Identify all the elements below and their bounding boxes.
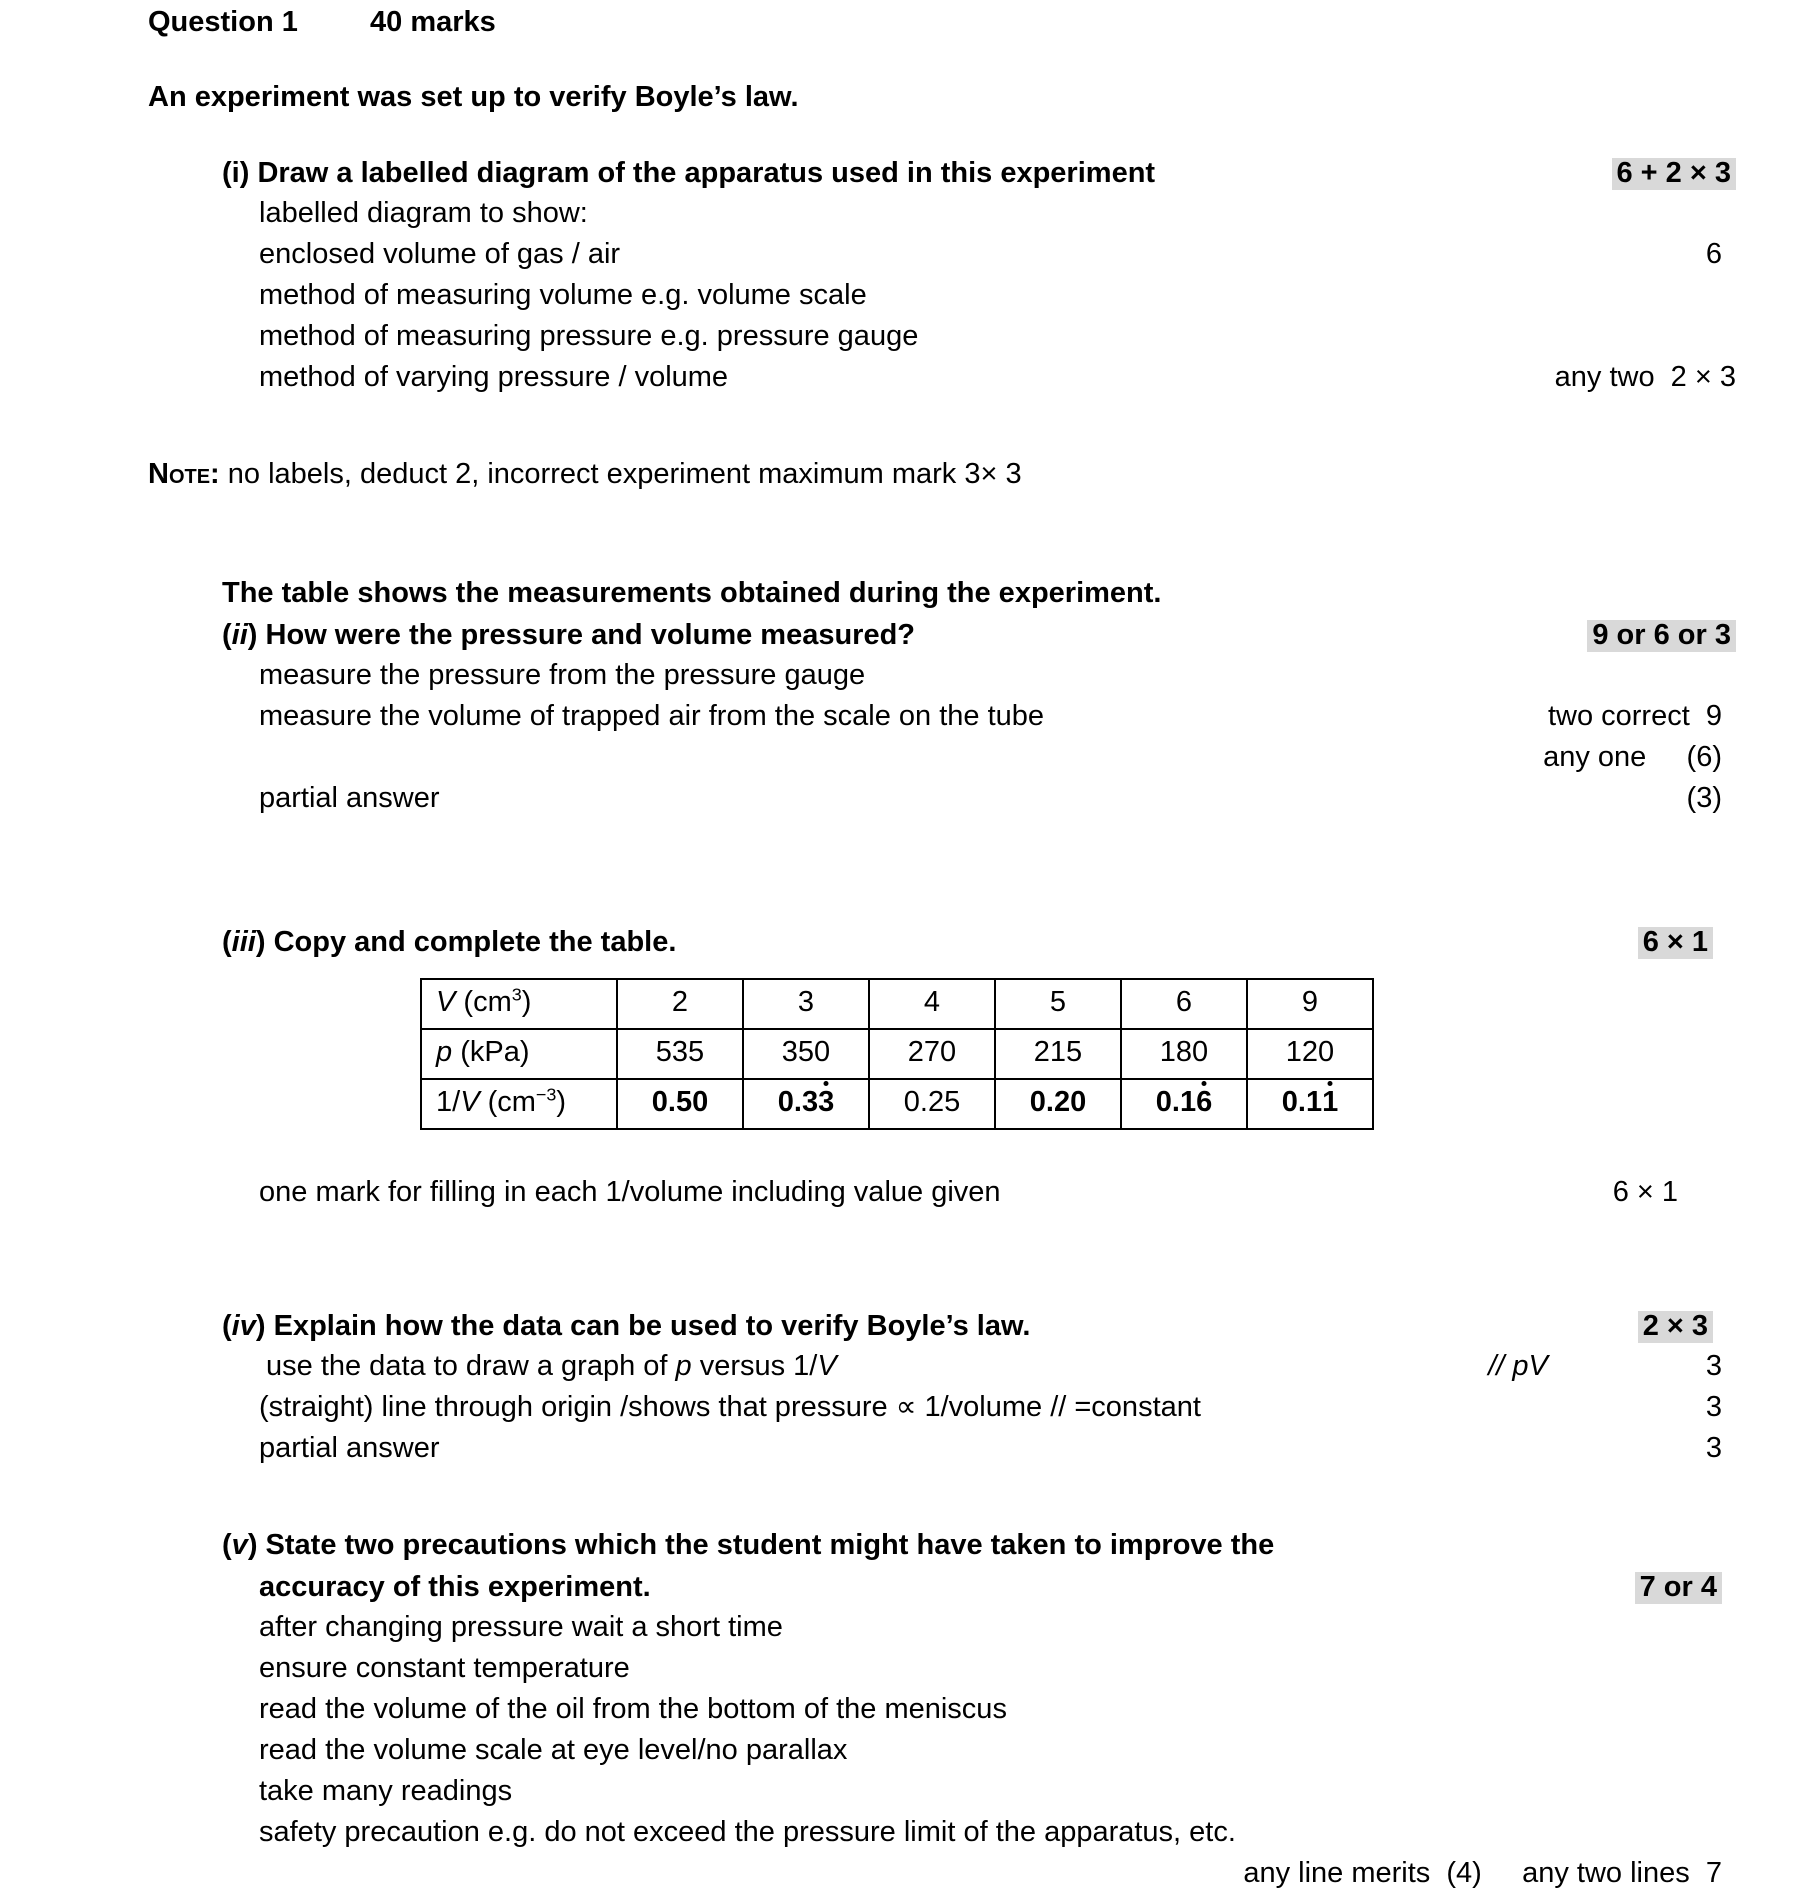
part-iii-prompt: Copy and complete the table. — [273, 926, 677, 958]
table-cell: 3 — [743, 979, 869, 1029]
answer-text: ensure constant temperature — [259, 1652, 630, 1684]
part-v-footer-row — [259, 1859, 1818, 1900]
row-header-volume: V $(cm^3)$ — [421, 979, 617, 1029]
part-ii-line-1 — [259, 702, 1818, 743]
answer-mark: 3 — [1705, 1432, 1722, 1464]
table-cell: 0.11 — [1247, 1079, 1373, 1129]
part-v-marks-chip: 7 or 4 — [1635, 1572, 1722, 1604]
table-cell: 9 — [1247, 979, 1373, 1029]
note-label: Note: — [148, 458, 220, 490]
table-cell: 0.33 — [743, 1079, 869, 1129]
part-i-line-1 — [259, 240, 1818, 281]
part-iv-prompt: Explain how the data can be used to verify Boyle’s law. — [273, 1310, 1031, 1342]
part-i-note-row — [148, 460, 1818, 501]
part-iii-heading-row — [222, 927, 1818, 968]
table-cell: 270 — [869, 1029, 995, 1079]
table-cell: 2 — [617, 979, 743, 1029]
part-iv-line-1 — [259, 1393, 1818, 1434]
part-iii-footnote-row — [259, 1178, 1818, 1219]
answer-mark: 3 — [1705, 1350, 1722, 1382]
table-cell: 0.50 — [617, 1079, 743, 1129]
part-iv-number: (iv) — [222, 1310, 266, 1342]
measurements-table — [420, 978, 1374, 1130]
part-ii-marks-chip: 9 or 6 or 3 — [1587, 620, 1736, 652]
part-v-line-4 — [259, 1777, 1818, 1818]
answer-text: method of measuring volume e.g. volume scale — [259, 279, 867, 311]
part-v-prompt-line2: accuracy of this experiment. — [259, 1571, 651, 1603]
answer-mark: any one (6) — [1543, 741, 1722, 773]
part-i-marks-chip: 6 + 2 × 3 — [1612, 158, 1737, 190]
part-i-line-4 — [259, 363, 1818, 404]
part-v-line-3 — [259, 1736, 1818, 1777]
note-text: no labels, deduct 2, incorrect experiment maximum mark 3× 3 — [227, 458, 1022, 490]
spacer — [0, 124, 1818, 158]
table-cell: 0.25 — [869, 1079, 995, 1129]
recurring-decimal-digit: 6 — [1196, 1086, 1213, 1118]
part-v-line-2 — [259, 1695, 1818, 1736]
answer-text: measure the pressure from the pressure gauge — [259, 659, 866, 691]
part-ii-heading-row — [222, 620, 1818, 661]
part-iv-marks-chip: 2 × 3 — [1638, 1311, 1713, 1343]
answer-text: read the volume of the oil from the bottom of the meniscus — [259, 1693, 1007, 1725]
table-row — [421, 1029, 1373, 1079]
table-cell: 350 — [743, 1029, 869, 1079]
part-iii-footnote-mark: 6 × 1 — [1612, 1176, 1678, 1208]
question-intro-text: An experiment was set up to verify Boyle’s law. — [148, 81, 799, 113]
row-header-inverse-volume: 1/V $(cm^{-3})$ — [421, 1079, 617, 1129]
part-v-line-5 — [259, 1818, 1818, 1859]
spacer — [0, 1130, 1818, 1178]
table-cell: 6 — [1121, 979, 1247, 1029]
part-iv-line-2 — [259, 1434, 1818, 1475]
spacer — [0, 1219, 1818, 1311]
question-label: Question 1 — [148, 6, 298, 38]
part-v-line-0 — [259, 1613, 1818, 1654]
answer-text: take many readings — [259, 1775, 513, 1807]
row-header-pressure: p (kPa) — [421, 1029, 617, 1079]
answer-text: safety precaution e.g. do not exceed the pressure limit of the apparatus, etc. — [259, 1816, 1236, 1848]
answer-text: use the data to draw a graph of p versus 1/V — [266, 1350, 837, 1382]
part-iv-heading-row — [222, 1311, 1818, 1352]
part-iii-marks-chip: 6 × 1 — [1638, 927, 1713, 959]
answer-text: partial answer — [259, 1432, 440, 1464]
answer-text: after changing pressure wait a short time — [259, 1611, 783, 1643]
recurring-decimal-digit: 1 — [1322, 1086, 1339, 1118]
answer-mark: two correct 9 — [1547, 700, 1722, 732]
spacer — [0, 404, 1818, 460]
part-v-heading-row-2 — [259, 1572, 1818, 1613]
part-iii-footnote: one mark for filling in each 1/volume including value given — [259, 1176, 1001, 1208]
table-cell: 535 — [617, 1029, 743, 1079]
part-i-line-3 — [259, 322, 1818, 363]
question-total-marks: 40 marks — [370, 6, 496, 38]
question-header — [148, 8, 1818, 49]
table-cell: 215 — [995, 1029, 1121, 1079]
part-i-line-0 — [259, 199, 1818, 240]
part-i-prompt: Draw a labelled diagram of the apparatus used in this experiment — [257, 157, 1156, 189]
answer-text: enclosed volume of gas / air — [259, 238, 621, 270]
table-cell: 120 — [1247, 1029, 1373, 1079]
part-iii-number: (iii) — [222, 926, 266, 958]
part-v-heading-row-1 — [222, 1531, 1818, 1572]
part-ii-line-0 — [259, 661, 1818, 702]
question-intro — [148, 83, 1818, 124]
part-ii-number: (ii) — [222, 619, 258, 651]
table-cell: 0.16 — [1121, 1079, 1247, 1129]
answer-text: method of varying pressure / volume — [259, 361, 729, 393]
part-i-number: (i) — [222, 157, 250, 189]
part-v-footer-mark: any line merits (4) any two lines 7 — [1243, 1857, 1722, 1889]
table-row — [421, 979, 1373, 1029]
answer-text: method of measuring pressure e.g. pressure gauge — [259, 320, 919, 352]
answer-text: measure the volume of trapped air from the scale on the tube — [259, 700, 1045, 732]
answer-mark: any two 2 × 3 — [1554, 361, 1736, 393]
table-cell: 0.20 — [995, 1079, 1121, 1129]
part-iv-line-0 — [266, 1352, 1818, 1393]
part-i-line-2 — [259, 281, 1818, 322]
part-i-heading-row — [222, 158, 1818, 199]
spacer — [0, 1475, 1818, 1531]
part-v-number: (v) — [222, 1529, 258, 1561]
answer-mark: 6 — [1705, 238, 1722, 270]
part-ii-lead-in-text: The table shows the measurements obtained during the experiment. — [222, 577, 1162, 609]
table-cell: 180 — [1121, 1029, 1247, 1079]
part-ii-line-2 — [259, 743, 1818, 784]
part-ii-line-3 — [259, 784, 1818, 825]
answer-mark: (3) — [1686, 782, 1722, 814]
part-ii-lead-in — [222, 579, 1818, 620]
measurements-table-wrapper — [420, 978, 1818, 1130]
table-cell: 5 — [995, 979, 1121, 1029]
spacer — [0, 501, 1818, 579]
spacer — [0, 825, 1818, 927]
answer-text: labelled diagram to show: — [259, 197, 588, 229]
spacer — [0, 49, 1818, 83]
table-row — [421, 1079, 1373, 1129]
part-v-prompt-line1: State two precautions which the student might have taken to improve the — [265, 1529, 1275, 1561]
marking-scheme-page — [0, 6, 1818, 1889]
table-cell: 4 — [869, 979, 995, 1029]
recurring-decimal-digit: 3 — [818, 1086, 835, 1118]
part-ii-prompt: How were the pressure and volume measured? — [265, 619, 916, 651]
answer-alt-note: // pV — [1488, 1350, 1548, 1382]
answer-text: partial answer — [259, 782, 440, 814]
answer-mark: 3 — [1705, 1391, 1722, 1423]
answer-text: read the volume scale at eye level/no parallax — [259, 1734, 848, 1766]
answer-text: (straight) line through origin /shows that pressure ∝ 1/volume // =constant — [259, 1391, 1201, 1423]
part-v-line-1 — [259, 1654, 1818, 1695]
